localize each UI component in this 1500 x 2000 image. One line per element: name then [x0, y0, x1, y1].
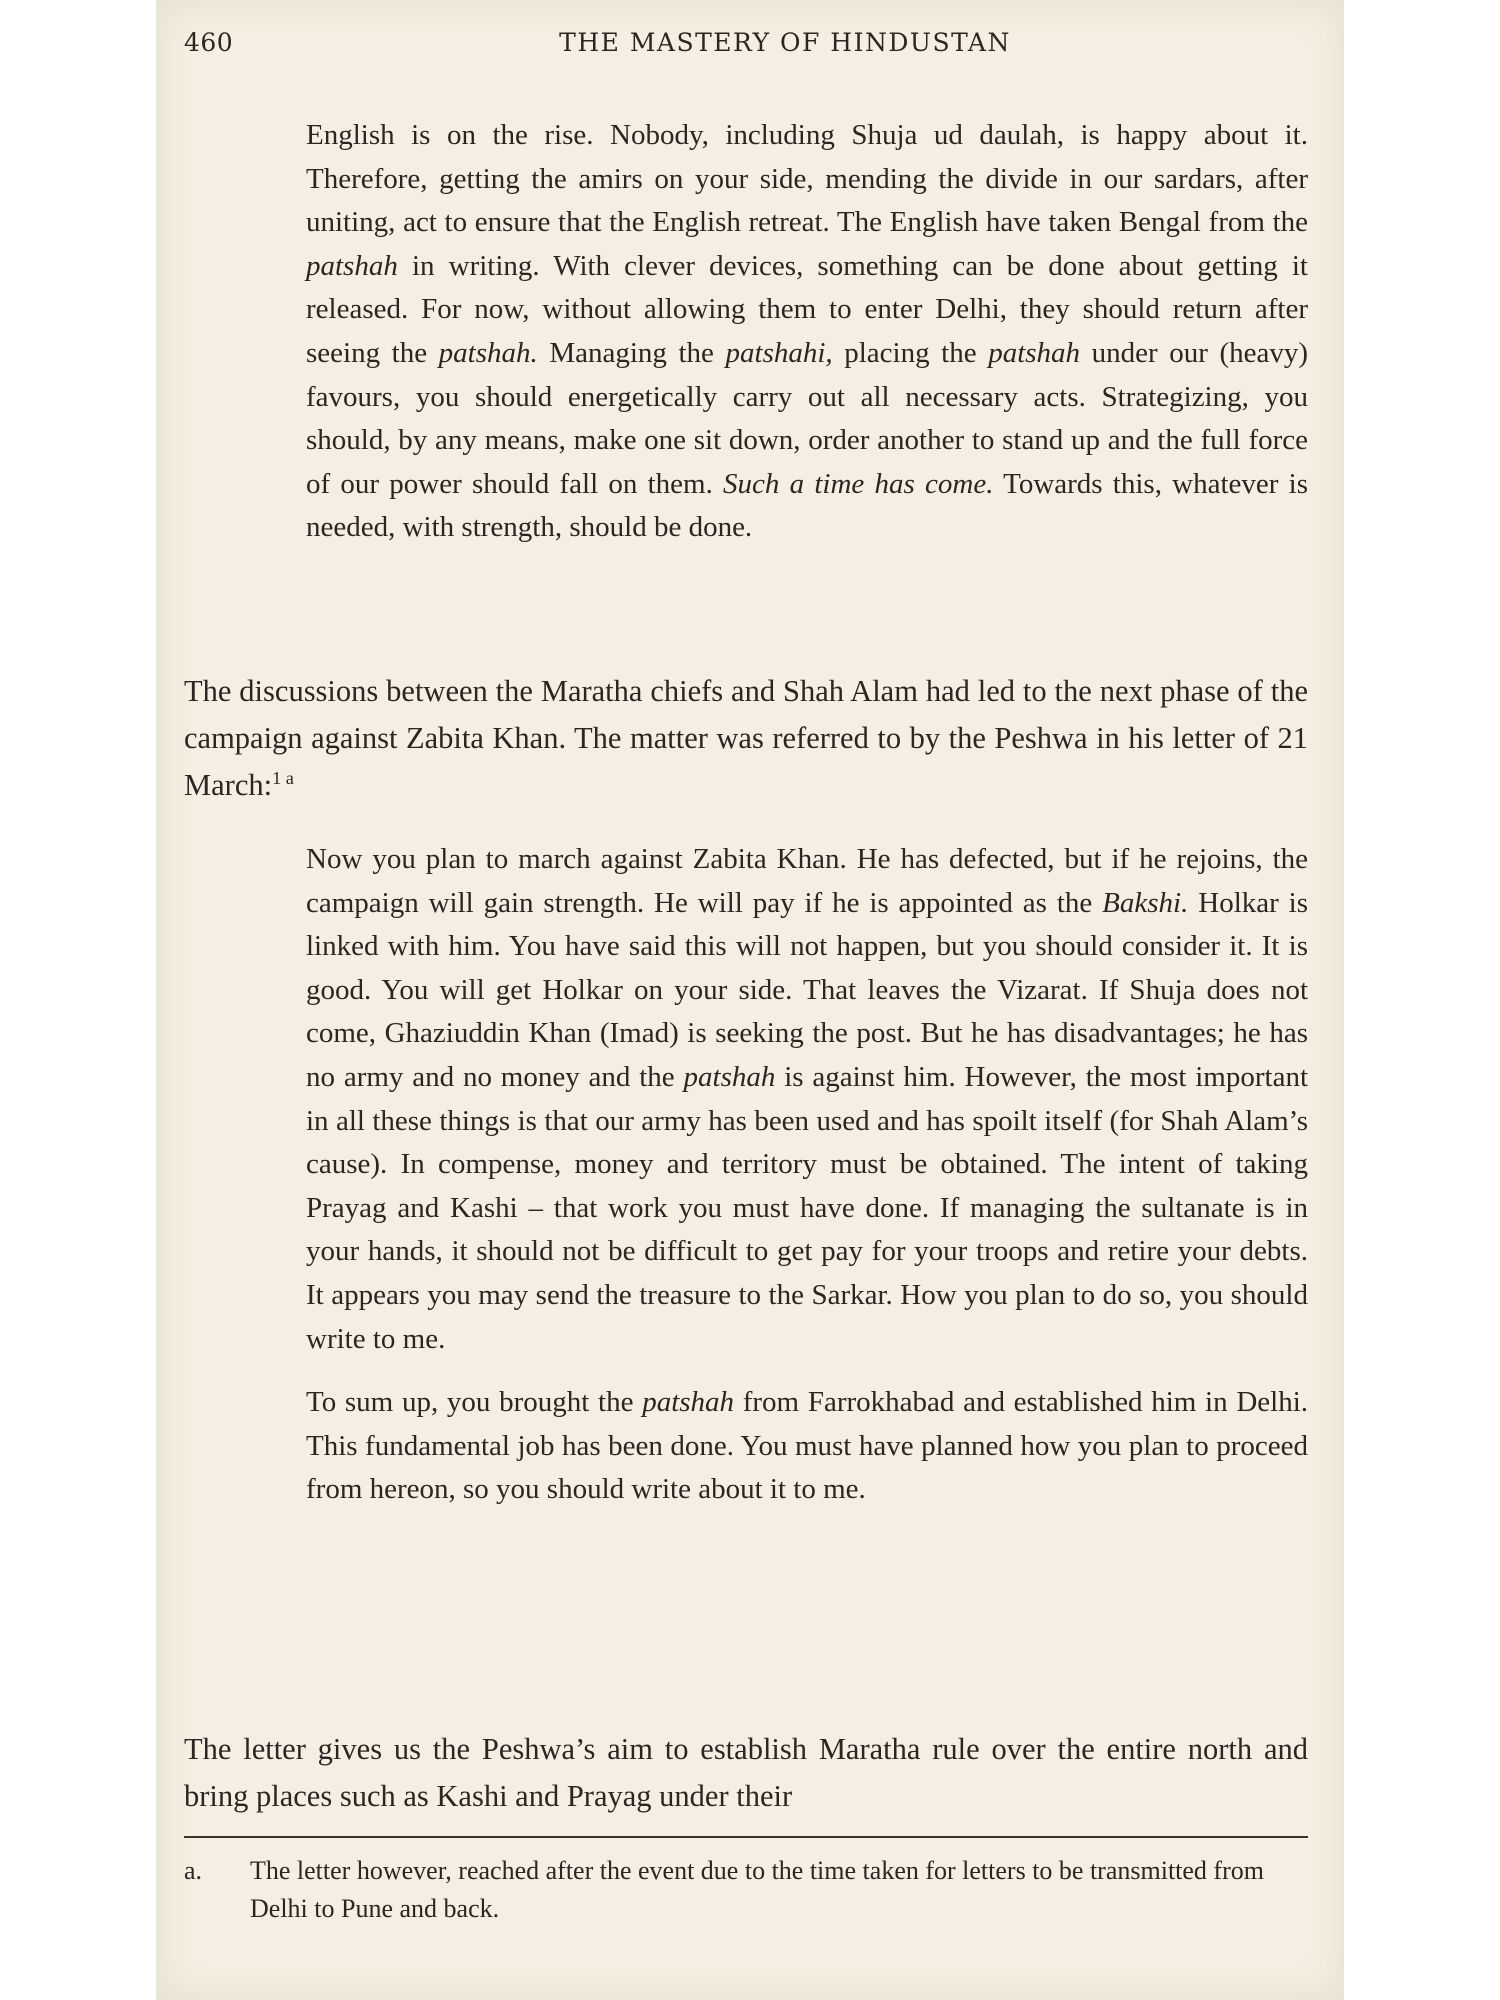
italic-term: patshah.: [438, 336, 538, 369]
block-quote-2: [306, 838, 1308, 1512]
body-paragraph-1: [184, 668, 1308, 809]
text-run: Holkar is linked with him. You have said this will not happen, but you should consider it. It is good. You will get Holkar on your side. That leaves the Vizarat. If Shuja does not come, Ghaziuddin Khan (Imad) is seeking the post. But he has disadvantages; he has no army and no money and the: [306, 886, 1309, 1093]
italic-phrase: Such a time has come.: [723, 467, 994, 500]
footnote: [184, 1852, 1308, 1928]
text-run: Managing the: [537, 336, 726, 369]
body-paragraph: [184, 668, 1308, 809]
text-run: To sum up, you brought the: [306, 1386, 643, 1419]
italic-term: Bakshi.: [1102, 886, 1189, 919]
text-run: The letter gives us the Peshwa’s aim to establish Maratha rule over the entire north and bring places such as Kashi and Prayag under their: [184, 1732, 1308, 1813]
text-run: The discussions between the Maratha chiefs and Shah Alam had led to the next phase of the campaign against Zabita Khan. The matter was referred to by the Peshwa in his letter of 21 March:: [184, 674, 1308, 802]
running-head: THE MASTERY OF HINDUSTAN: [559, 28, 1011, 57]
italic-term: patshah: [683, 1060, 776, 1093]
italic-term: patshah: [306, 249, 398, 282]
text-run: is against him. However, the most important in all these things is that our army has been used and has spoilt itself (for Shah Alam’s cause). In compense, money and territory must be obtained. The intent of taking Prayag and Kashi – that work you must have done. If managing the sultanate is in your hands, it should not be difficult to get pay for your troops and retire your debts. It appears you may send the treasure to the Sarkar. How you plan to do so, you should write to me.: [306, 1060, 1308, 1355]
text-run: English is on the rise. Nobody, including Shuja ud daulah, is happy about it. Therefore, getting the amirs on your side, mending the divide in our sardars, after uniting, act to ensure that the English retreat. The English have taken Bengal from the: [306, 119, 1308, 239]
block-quote-paragraph: [306, 114, 1308, 550]
text-run: from Farrokhabad and established him in Delhi. This fundamental job has been done. You must have planned how you plan to proceed from hereon, so you should write about it to me.: [306, 1386, 1308, 1506]
body-paragraph-2: [184, 1726, 1308, 1820]
text-run: in writing. With clever devices, something can be done about getting it released. For now, without allowing them to enter Delhi, they should return after seeing the: [306, 249, 1308, 369]
footnote-ref[interactable]: 1 a: [272, 767, 294, 788]
text-run: under our (heavy) favours, you should energetically carry out all necessary acts. Strategizing, you should, by any means, make one sit down, order another to stand up and the full force of our power should fall on them.: [306, 336, 1309, 500]
italic-term: patshahi,: [725, 336, 833, 369]
block-quote-1: [306, 114, 1308, 550]
page-header: [184, 28, 1316, 68]
page-number: 460: [184, 28, 234, 57]
body-paragraph: [184, 1726, 1308, 1820]
block-quote-paragraph: [306, 838, 1308, 1361]
footnote-text: The letter however, reached after the event due to the time taken for letters to be transmitted from Delhi to Pune and back.: [250, 1856, 1264, 1923]
footnote-label: a.: [184, 1856, 203, 1885]
text-run: placing the: [832, 336, 989, 369]
block-quote-paragraph: [306, 1381, 1308, 1512]
book-page: [156, 0, 1344, 2000]
italic-term: patshah: [642, 1386, 735, 1419]
footnote-divider: [184, 1836, 1308, 1838]
text-run: Towards this, whatever is needed, with strength, should be done.: [306, 467, 1309, 544]
text-run: Now you plan to march against Zabita Khan. He has defected, but if he rejoins, the campaign will gain strength. He will pay if he is appointed as the: [306, 843, 1308, 919]
italic-term: patshah: [988, 336, 1081, 369]
